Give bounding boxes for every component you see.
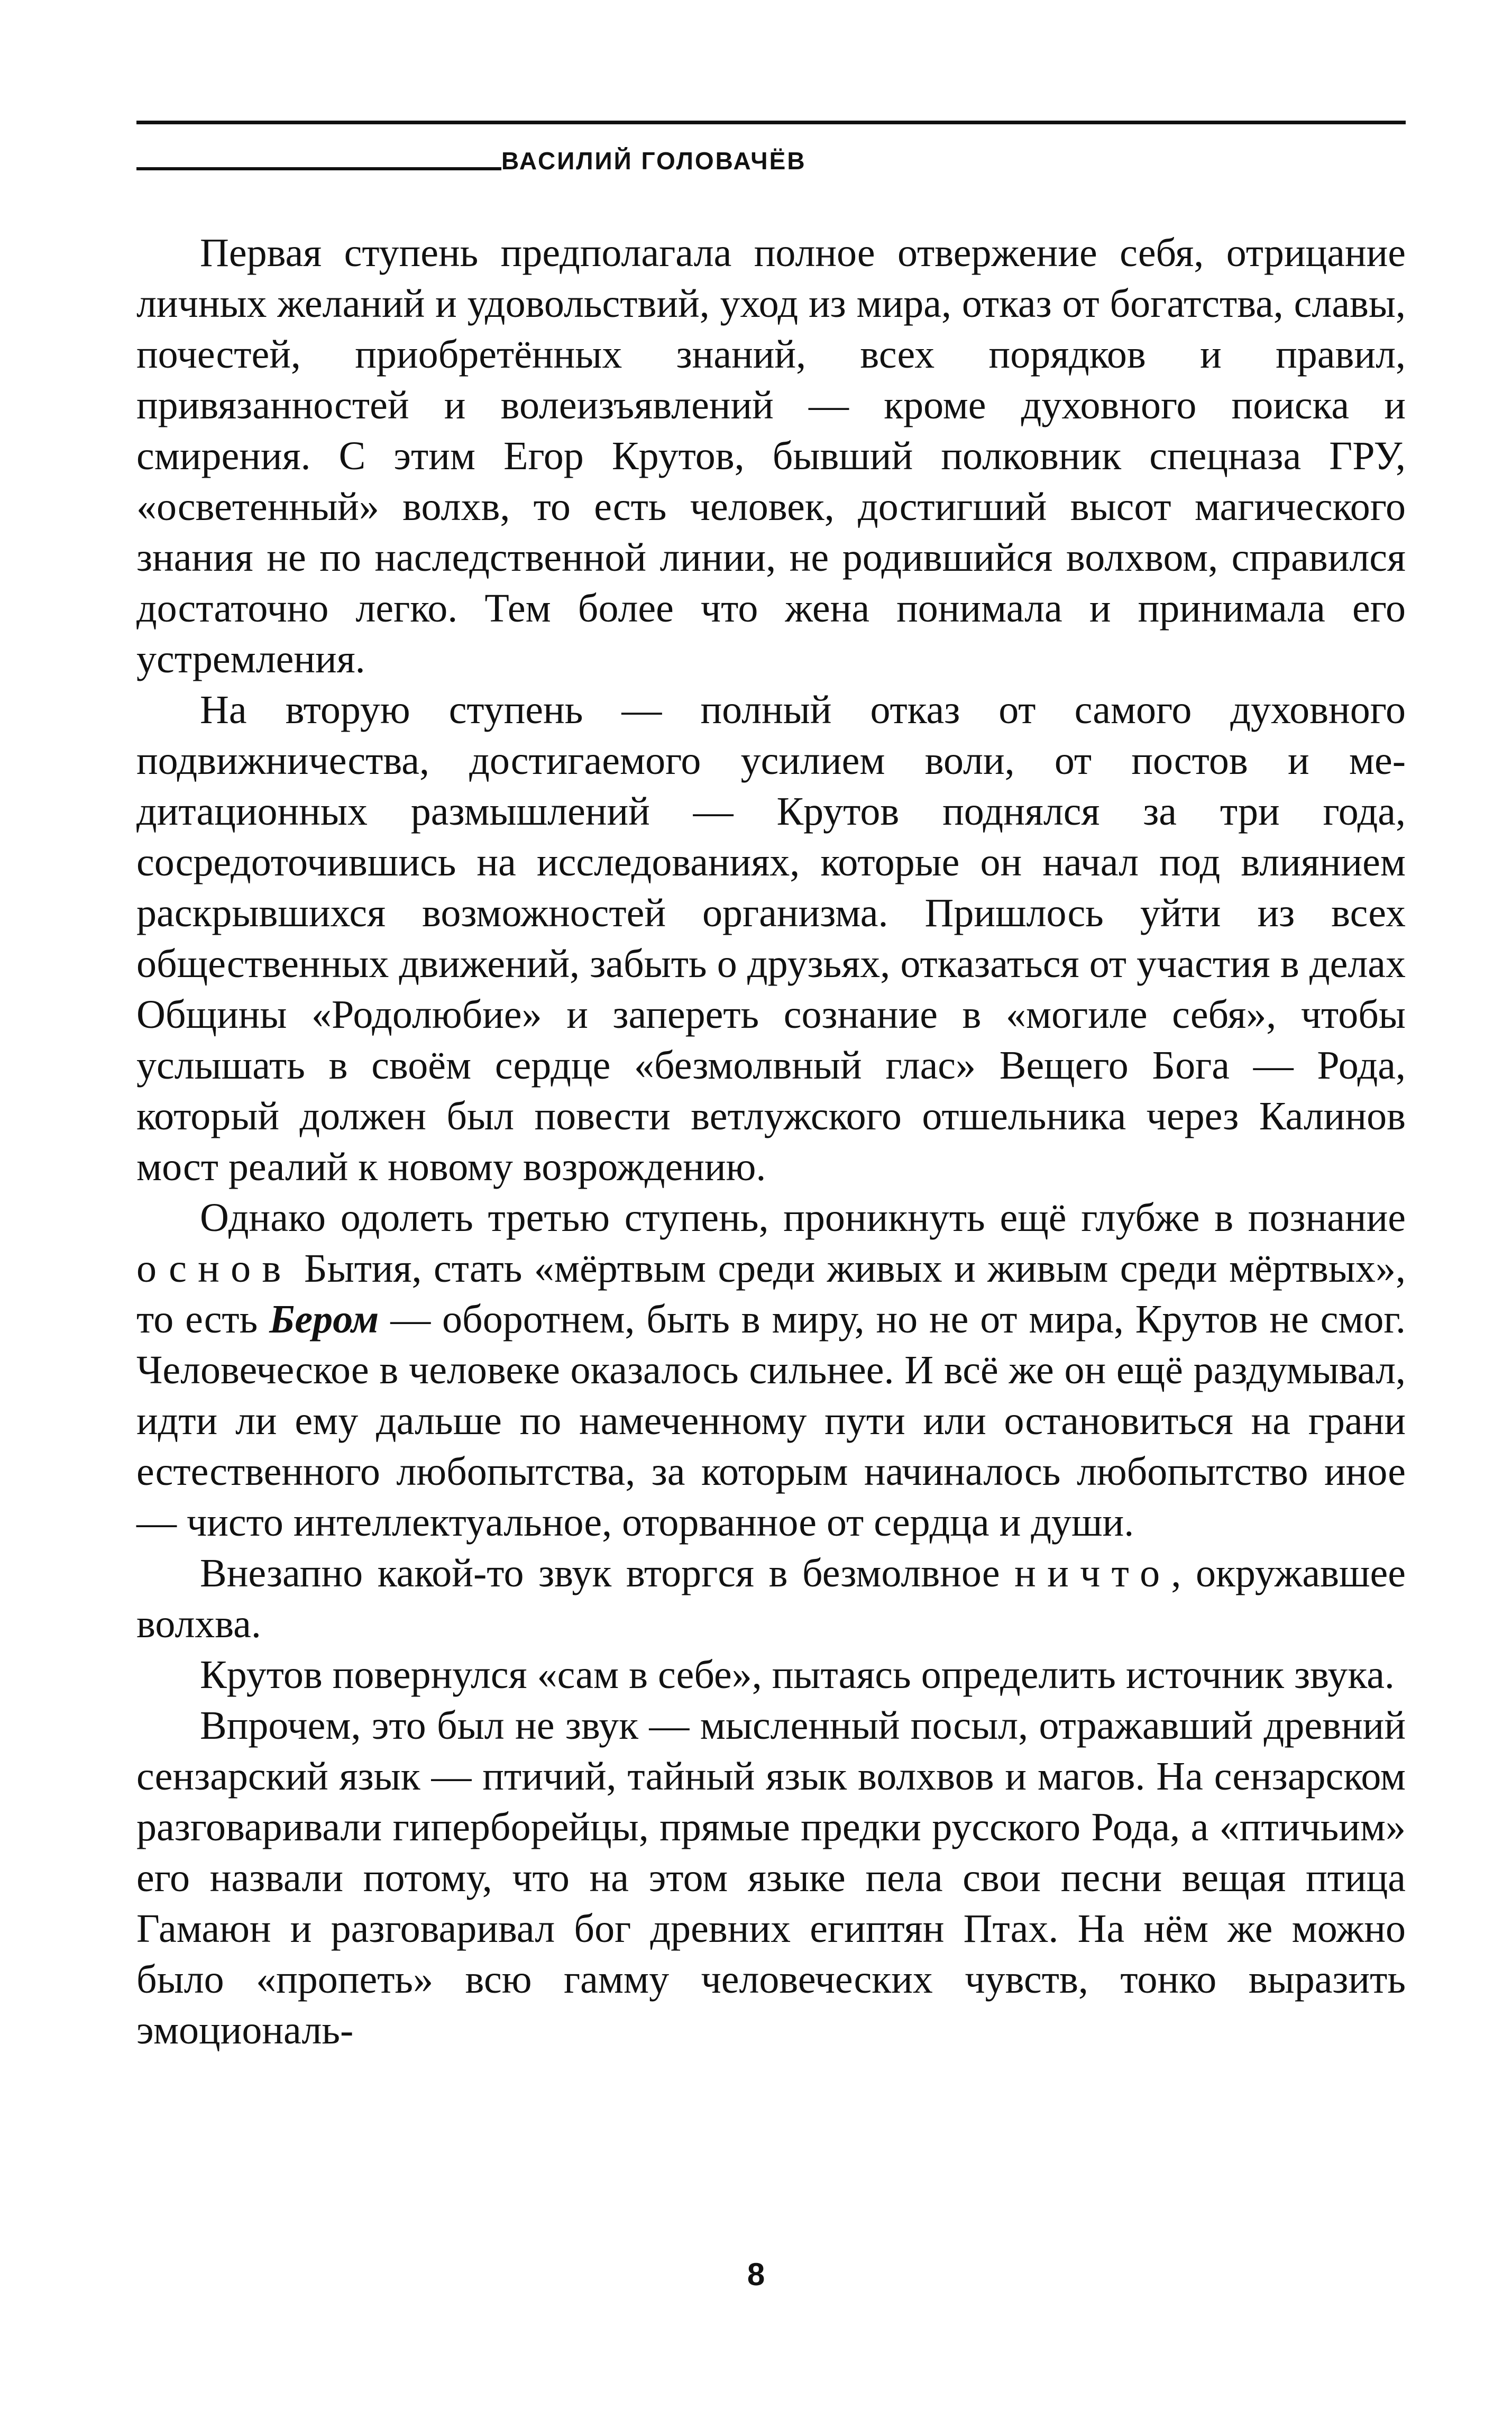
italic-emphasis: Бером [269, 1297, 379, 1342]
paragraph [136, 1192, 1406, 1548]
header-top-rule [136, 121, 1406, 124]
header-author: ВАСИЛИЙ ГОЛОВАЧЁВ [501, 147, 807, 175]
paragraph [136, 685, 1406, 1192]
text-run: Однако одолеть третью ступень, проникнуть ещё глубже в познание [200, 1196, 1406, 1240]
text-run: Бытия, стать «мёртвым среди живых и живым среди мёртвых», то есть [136, 1246, 1406, 1342]
header-underline [136, 167, 501, 170]
body-text [136, 227, 1406, 2056]
spaced-emphasis: ничто [1014, 1551, 1171, 1595]
text-run: Впрочем, это был не звук — мысленный посыл, отражавший древний сензарский язык — птичий, тайный язык волхвов и магов. На сензарском разговаривали гиперборейцы, прямые предки русского Рода, а «птичьим» его назвали потому, что на этом языке пела свои песни вещая птица Гамаюн и разговаривал бог древних египтян Птах. На нём же можно было «пропеть» всю гамму человеческих чувств, тонко выразить эмоциональ- [136, 1703, 1406, 2052]
text-run: Первая ступень предполагала полное отвержение себя, отрицание личных желаний и удовольствий, уход из мира, отказ от богатства, славы, почестей, приобретённых знаний, всех порядков и правил, привязанностей и волеизъявлений — кроме духовного поиска и смирения. С этим Егор Крутов, бывший полковник спецназа ГРУ, «осветенный» волхв, то есть человек, достигший высот магического знания не по наследственной линии, не родившийся волхвом, справился достаточно легко. Тем более что жена понимала и принимала его устремления. [136, 231, 1406, 681]
page-number: 8 [747, 2257, 765, 2292]
paragraph [136, 1649, 1406, 1700]
paragraph [136, 227, 1406, 685]
text-run: , окружавшее волхва. [136, 1551, 1406, 1646]
text-run: На вторую ступень — полный отказ от самого духовного подвижничества, достигаемого усилием воли, от постов и медитационных размышлений — Крутов поднялся за три года, сосредоточившись на исследованиях, которые он начал под влиянием раскрывшихся возможностей организма. Пришлось уйти из всех общественных движений, забыть о друзьях, отказаться от участия в делах Общины «Родолюбие» и запереть сознание в «могиле себя», чтобы услышать в своём сердце «безмолвный глас» Вещего Бога — Рода, который должен был повести ветлужского отшельника через Калинов мост реалий к новому возрождению. [136, 688, 1406, 1189]
paragraph [136, 1700, 1406, 2056]
text-run: Внезапно какой-то звук вторгся в безмолвное [200, 1551, 1015, 1595]
header-line [136, 148, 1406, 174]
running-header [136, 121, 1406, 174]
spaced-emphasis: основ [136, 1246, 292, 1291]
text-run: Крутов повернулся «сам в себе», пытаясь определить источник звука. [200, 1653, 1395, 1697]
paragraph [136, 1548, 1406, 1649]
text-run: — оборотнем, быть в миру, но не от мира, Крутов не смог. Человеческое в человеке оказалось сильнее. И всё же он ещё раздумывал, идти ли ему дальше по намеченному пути или остановиться на грани естественного любопытства, за которым начиналось любопытство иное — чисто интеллектуальное, оторванное от сердца и души. [136, 1297, 1406, 1545]
